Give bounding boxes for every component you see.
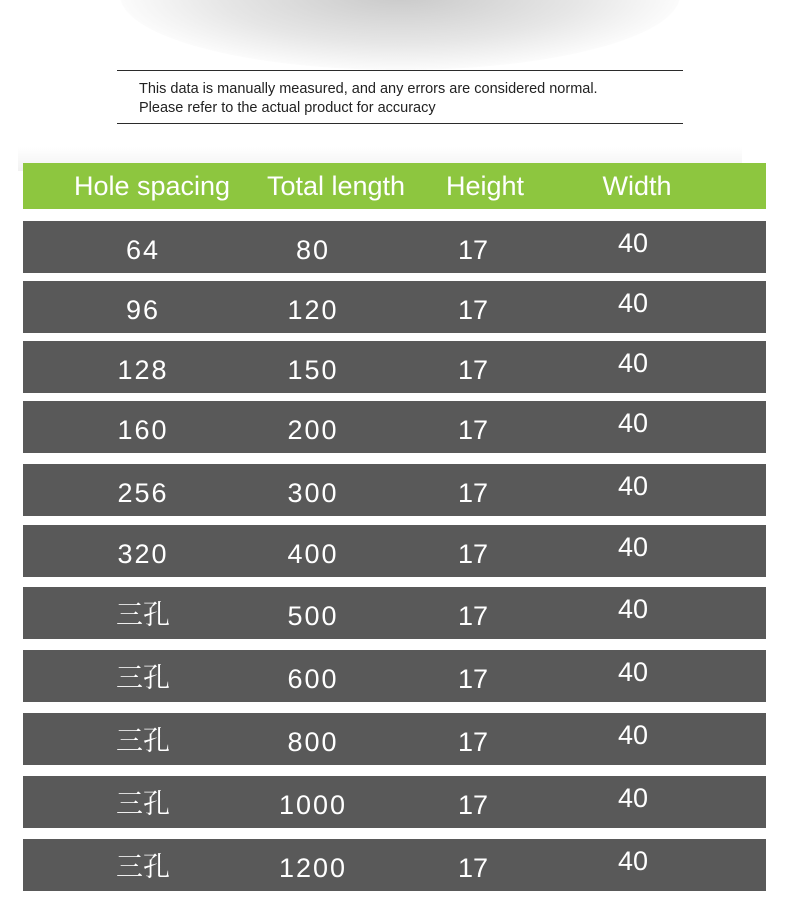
- cell-width: 40: [617, 228, 649, 258]
- cell-hole-spacing: 三孔: [116, 789, 170, 820]
- cell-width: 40: [617, 846, 649, 876]
- cell-total-length: 1000: [278, 790, 348, 820]
- cell-width: 40: [617, 471, 649, 501]
- cell-height: 17: [457, 853, 489, 883]
- cell-height: 17: [457, 539, 489, 569]
- header-total-length: Total length: [266, 171, 406, 201]
- measurement-disclaimer: [117, 70, 683, 124]
- cell-hole-spacing: 三孔: [116, 852, 170, 883]
- table-header: [23, 163, 766, 209]
- table-row: [23, 650, 766, 702]
- cell-hole-spacing: 三孔: [116, 663, 170, 694]
- cell-hole-spacing: 三孔: [116, 726, 170, 757]
- table-row: [23, 839, 766, 891]
- cell-height: 17: [457, 727, 489, 757]
- cell-width: 40: [617, 532, 649, 562]
- cell-total-length: 800: [287, 727, 339, 757]
- cell-total-length: 120: [287, 295, 339, 325]
- cell-total-length: 600: [287, 664, 339, 694]
- cell-width: 40: [617, 783, 649, 813]
- table-row: [23, 221, 766, 273]
- cell-height: 17: [457, 415, 489, 445]
- cell-width: 40: [617, 720, 649, 750]
- cell-hole-spacing: 320: [117, 539, 169, 569]
- top-shadow-decoration: [120, 0, 680, 70]
- cell-hole-spacing: 256: [117, 478, 169, 508]
- cell-width: 40: [617, 594, 649, 624]
- cell-hole-spacing: 160: [117, 415, 169, 445]
- cell-width: 40: [617, 408, 649, 438]
- table-row: [23, 587, 766, 639]
- cell-height: 17: [457, 601, 489, 631]
- table-row: [23, 713, 766, 765]
- cell-total-length: 80: [295, 235, 331, 265]
- header-width: Width: [602, 171, 672, 201]
- table-row: [23, 525, 766, 577]
- header-height: Height: [445, 171, 525, 201]
- table-row: [23, 341, 766, 393]
- cell-height: 17: [457, 295, 489, 325]
- cell-total-length: 500: [287, 601, 339, 631]
- cell-width: 40: [617, 348, 649, 378]
- cell-height: 17: [457, 790, 489, 820]
- header-hole-spacing: Hole spacing: [73, 171, 231, 201]
- cell-height: 17: [457, 478, 489, 508]
- disclaimer-line-1: This data is manually measured, and any errors are considered normal.: [139, 81, 598, 97]
- cell-hole-spacing: 128: [117, 355, 169, 385]
- cell-hole-spacing: 64: [125, 235, 161, 265]
- cell-width: 40: [617, 288, 649, 318]
- cell-hole-spacing: 三孔: [116, 600, 170, 631]
- cell-height: 17: [457, 664, 489, 694]
- cell-height: 17: [457, 235, 489, 265]
- cell-total-length: 200: [287, 415, 339, 445]
- table-row: [23, 401, 766, 453]
- table-row: [23, 776, 766, 828]
- cell-total-length: 300: [287, 478, 339, 508]
- table-row: [23, 464, 766, 516]
- cell-total-length: 1200: [278, 853, 348, 883]
- cell-total-length: 150: [287, 355, 339, 385]
- cell-hole-spacing: 96: [125, 295, 161, 325]
- cell-height: 17: [457, 355, 489, 385]
- disclaimer-line-2: Please refer to the actual product for accuracy: [139, 100, 436, 116]
- cell-total-length: 400: [287, 539, 339, 569]
- cell-width: 40: [617, 657, 649, 687]
- table-row: [23, 281, 766, 333]
